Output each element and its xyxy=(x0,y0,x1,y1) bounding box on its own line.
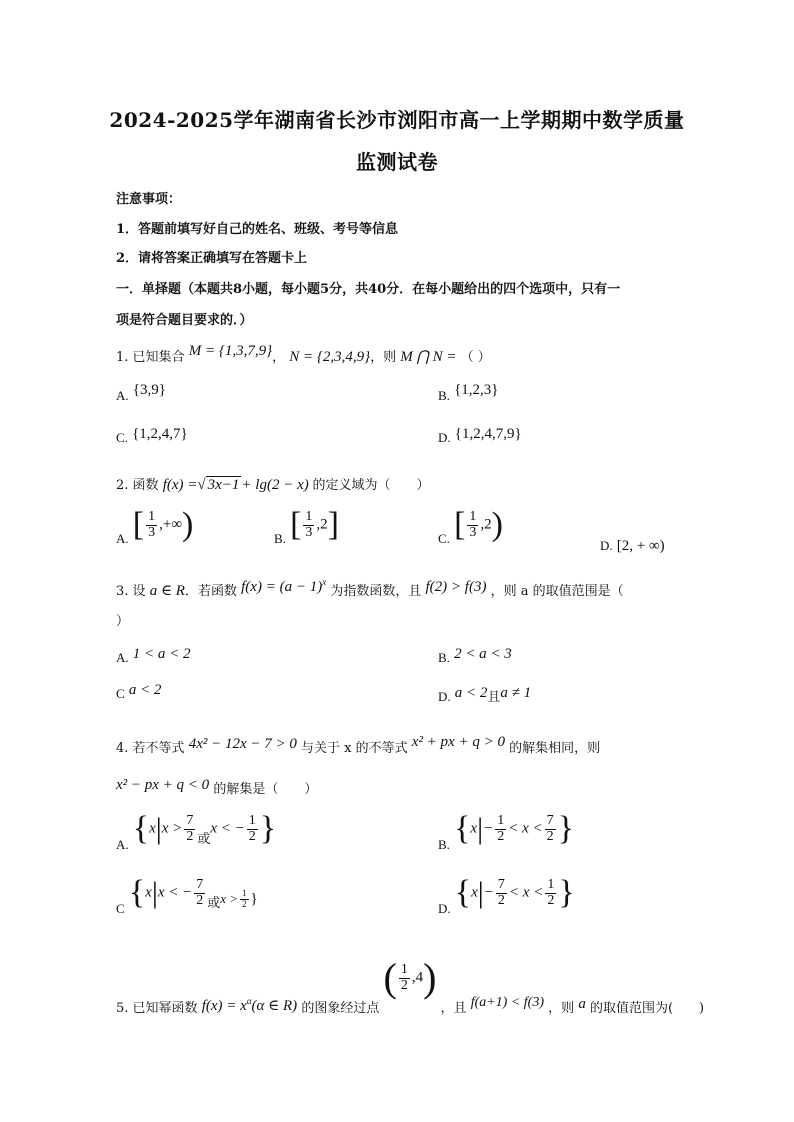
fraction: $\frac{1}{2}$ xyxy=(400,961,408,993)
question-2: 2. 函数 f(x) =√ 3x−1 + lg(2 − x) 的定义域为（ ） xyxy=(116,477,430,493)
q4-option-b[interactable]: B. {x|− $\frac{1}{2}$ < x < $\frac{7}{2}$ } xyxy=(438,810,574,852)
question-3: 3. 设 a ∈ R．若函数 $f(x) = (a - 1)^x$ 为指数函数，且 f(2) > f(3) ，则 a 的取值范围是（ xyxy=(116,577,624,599)
q3-condition: a ∈ R xyxy=(149,583,185,599)
q1-option-d[interactable]: D. {1,2,4,7,9} xyxy=(438,426,522,445)
q3-function: $f(x) = (a - 1)^x$ xyxy=(241,577,327,595)
question-5: 5. 已知幂函数 $f(x) = x^\alpha(\alpha$ ∈ R) 的图象经过点 ( $\frac{1}{2}$ ,4) ，且 f(a+1) < f(3) ，则 a 的取值范围为( ) xyxy=(116,955,705,1016)
q4-inequality-1: 4x² − 12x − 7 > 0 xyxy=(188,736,297,752)
q4-inequality-3: x² − px + q < 0 xyxy=(116,777,210,793)
q2-option-d[interactable]: D. [2, + ∞) xyxy=(600,538,665,554)
q1-option-c[interactable]: C. {1,2,4,7} xyxy=(116,426,188,445)
q2-function: f(x) =√ 3x−1 + lg(2 − x) xyxy=(162,477,309,493)
q3-option-d[interactable]: D. a < 2且a ≠ 1 xyxy=(438,685,532,705)
fraction: $\frac{1}{2}$ xyxy=(248,812,256,844)
fraction: $\frac{1}{3}$ xyxy=(148,508,156,540)
q2-option-a[interactable]: A. [ $\frac{1}{3}$ ,+∞) xyxy=(116,506,194,546)
fraction: $\frac{1}{2}$ xyxy=(547,876,555,908)
q3-option-b[interactable]: B. 2 < a < 3 xyxy=(438,646,512,665)
q1-option-b[interactable]: B. {1,2,3} xyxy=(438,382,499,403)
fraction: $\frac{1}{2}$ xyxy=(242,888,247,909)
fraction: $\frac{1}{3}$ xyxy=(305,508,313,540)
q1-set-m: M = {1,3,7,9} xyxy=(188,343,273,359)
q3-inequality: f(2) > f(3) xyxy=(425,579,487,595)
fraction: $\frac{7}{2}$ xyxy=(196,876,204,908)
q1-expression: M ⋂ N = xyxy=(400,349,457,365)
question-4: 4. 若不等式 4x² − 12x − 7 > 0 与关于 x 的不等式 x² + px + q > 0 的解集相同，则 xyxy=(116,734,601,756)
q1-number: 1. xyxy=(116,350,129,365)
q3-option-c[interactable]: C a < 2 xyxy=(116,682,162,701)
question-1: 1. 已知集合 M = {1,3,7,9}， N = {2,3,4,9}，则 M ⋂ N = （ ） xyxy=(116,343,491,365)
fraction: $\frac{7}{2}$ xyxy=(497,876,505,908)
fraction: $\frac{7}{2}$ xyxy=(186,812,194,844)
notice-item-2: 2．请将答案正确填写在答题卡上 xyxy=(116,251,308,266)
notice-item-1: 1．答题前填写好自己的姓名、班级、考号等信息 xyxy=(116,222,399,237)
q3-number: 3. xyxy=(116,584,129,599)
question-3-close: ） xyxy=(116,614,130,629)
q1-option-a[interactable]: A. {3,9} xyxy=(116,382,166,403)
q1-set-n: N = {2,3,4,9} xyxy=(289,349,371,365)
fraction: $\frac{7}{2}$ xyxy=(546,812,554,844)
q4-option-a[interactable]: A. {x|x > $\frac{7}{2}$ 或x < − $\frac{1}{2}$ } xyxy=(116,810,277,852)
q4-option-c[interactable]: C {x|x < − $\frac{7}{2}$ 或x > $\frac{1}{2}$ } xyxy=(116,874,258,916)
q4-inequality-2: x² + px + q > 0 xyxy=(411,734,505,750)
fraction: $\frac{1}{3}$ xyxy=(469,508,477,540)
q2-number: 2. xyxy=(116,478,129,493)
fraction: $\frac{1}{2}$ xyxy=(497,812,505,844)
q4-option-d[interactable]: D. {x|− $\frac{7}{2}$ < x < $\frac{1}{2}$ } xyxy=(438,874,575,916)
q3-option-a[interactable]: A. 1 < a < 2 xyxy=(116,646,191,665)
notice-heading: 注意事项： xyxy=(116,192,182,207)
page-subtitle: 监测试卷 xyxy=(356,150,438,174)
q2-option-c[interactable]: C. [ $\frac{1}{3}$ ,2) xyxy=(438,506,503,546)
q4-number: 4. xyxy=(116,741,129,756)
section-header-line1: 一．单择题（本题共8小题，每小题5分，共40分．在每小题给出的四个选项中，只有一 xyxy=(116,282,621,297)
page-title: 2024-2025学年湖南省长沙市浏阳市高一上学期期中数学质量 xyxy=(109,108,685,132)
section-header-line2: 项是符合题目要求的．） xyxy=(116,313,253,328)
q5-inequality: f(a+1) < f(3) xyxy=(470,994,545,1010)
q5-number: 5. xyxy=(116,1000,129,1016)
q2-option-b[interactable]: B. [ $\frac{1}{3}$ ,2] xyxy=(274,506,339,546)
question-4-line2: x² − px + q < 0 的解集是（ ） xyxy=(116,777,318,797)
q5-function: $f(x) = x^\alpha(\alpha$ ∈ R) xyxy=(201,995,298,1014)
